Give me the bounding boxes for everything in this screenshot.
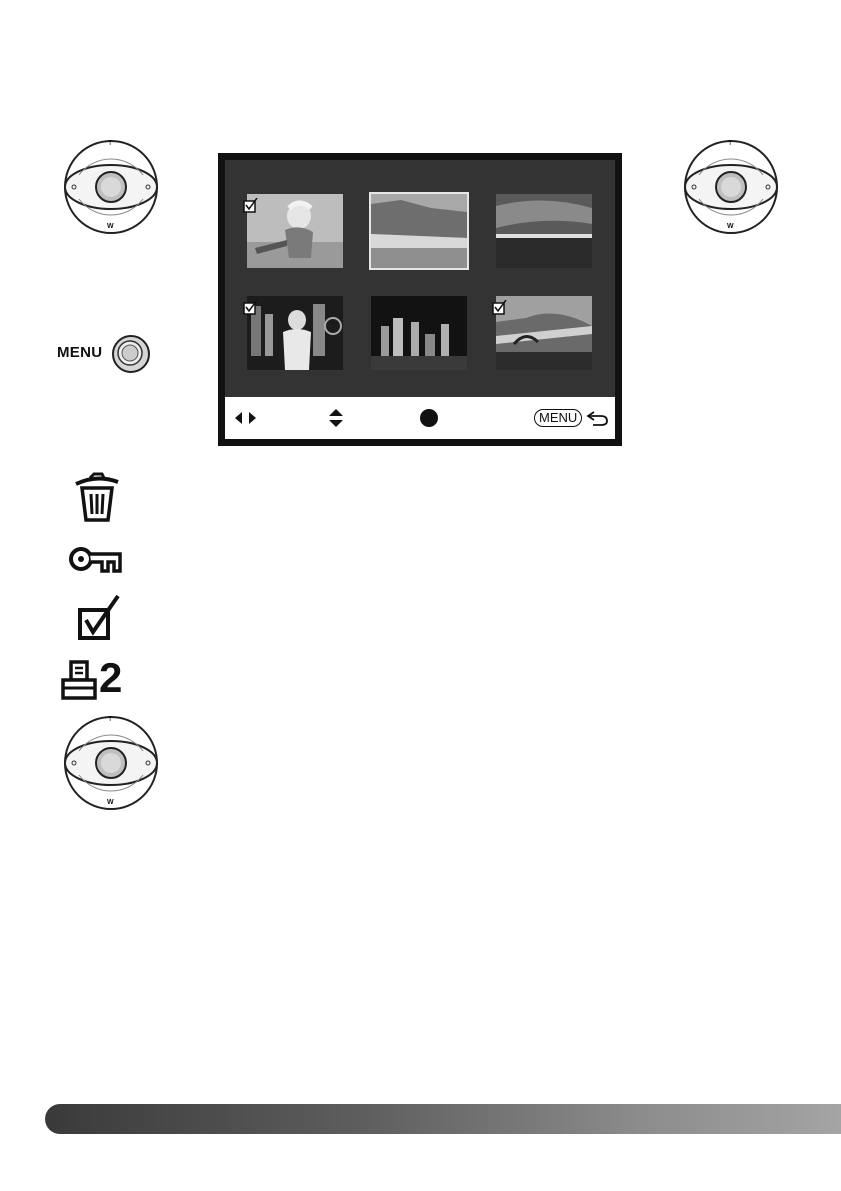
bridge-over-river-image	[496, 296, 592, 370]
printer-icon	[59, 658, 99, 702]
controller-dial-top-right[interactable]	[681, 137, 781, 237]
menu-button[interactable]	[57, 331, 157, 375]
thumbnail-3[interactable]	[496, 194, 592, 268]
monitor-guide-bar	[225, 397, 615, 439]
coastal-cliff-image	[371, 194, 467, 268]
trash-icon	[72, 472, 122, 524]
sunset-over-sea-image	[496, 194, 592, 268]
checkbox-icon	[76, 594, 124, 644]
lcd-monitor	[218, 153, 622, 446]
thumbnail-2[interactable]	[371, 194, 467, 268]
dial-w-label: W	[107, 799, 114, 806]
dial-w-label: W	[107, 223, 114, 230]
return-arrow-icon	[585, 410, 609, 426]
controller-dial-bottom-left[interactable]	[61, 713, 161, 813]
print-copies-icon	[59, 654, 139, 704]
menu-button-icon	[110, 333, 152, 375]
dial-t-label: T	[108, 140, 113, 147]
woman-city-night-image	[247, 296, 343, 370]
page-footer-bar	[45, 1104, 841, 1134]
checked-image-icon	[243, 198, 259, 214]
dial-t-label: T	[728, 140, 733, 147]
menu-return-label: MENU	[534, 409, 582, 427]
left-right-arrows-icon	[234, 397, 260, 439]
dial-w-label: W	[727, 223, 734, 230]
checked-image-icon	[243, 300, 259, 316]
menu-return-control	[534, 397, 609, 439]
city-skyline-night-image	[371, 296, 467, 370]
controller-dial-top-left[interactable]	[61, 137, 161, 237]
child-on-beach-image	[247, 194, 343, 268]
checked-image-icon	[492, 300, 508, 316]
dial-t-label: T	[108, 716, 113, 723]
center-button-icon	[419, 397, 439, 439]
thumbnail-1[interactable]	[247, 194, 343, 268]
key-icon	[68, 545, 124, 575]
menu-button-label: MENU	[57, 344, 103, 361]
thumbnail-6[interactable]	[496, 296, 592, 370]
thumbnail-4[interactable]	[247, 296, 343, 370]
up-down-arrows-icon	[328, 397, 344, 439]
print-copies-digit: 2	[99, 654, 123, 701]
thumbnail-5[interactable]	[371, 296, 467, 370]
